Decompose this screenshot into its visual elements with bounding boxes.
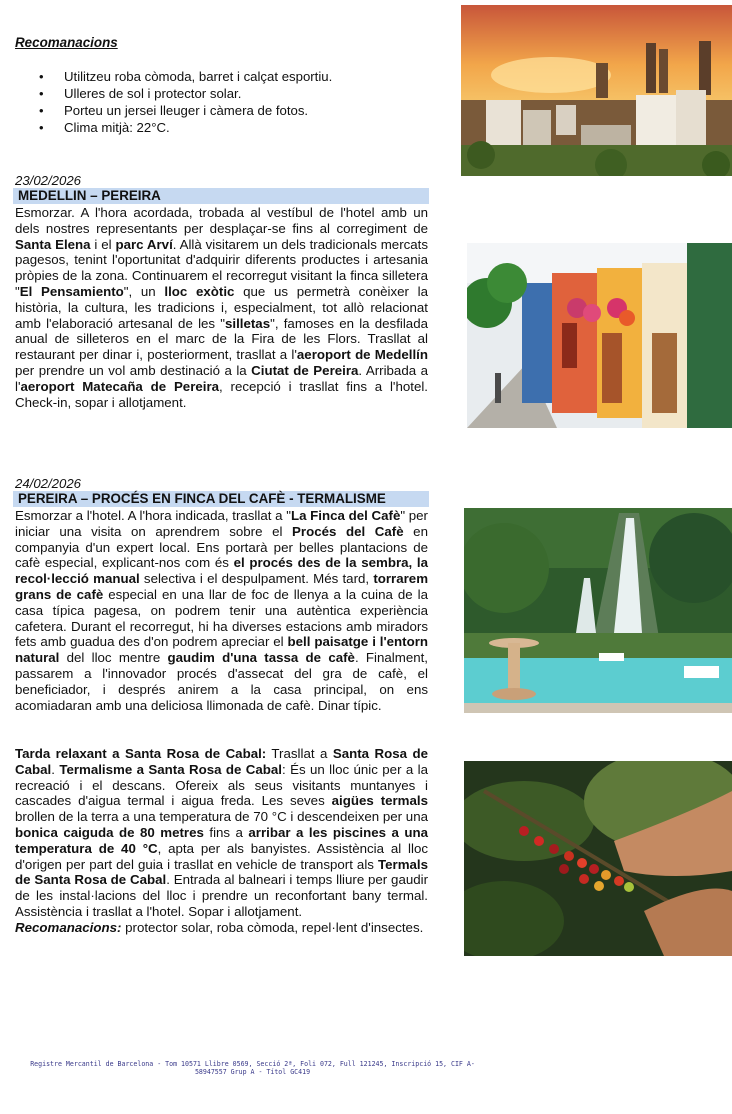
day2-date: 24/02/2026 [15,476,82,491]
day2-paragraph-1: Esmorzar a l'hotel. A l'hora indicada, trasllat a "La Finca del Cafè" per iniciar una visita on aprendrem sobre el Procés del Cafè en companyia d'un expert local. Ens portarà per belles plantacions de cafè especial, explicant-nos com és el procés des de la sembra, la recol·lecció manual selectiva i el despulpament. Més tard, torrarem grans de cafè especial en una llar de foc de llenya a la cuina de la casa típica pagesa, on podrem tenir una autèntica experiència cafetera. Durant el recorregut, hi ha diverses estacions amb miradors fets amb guadua des d'on podrem apreciar el bell paisatge i l'entorn natural del lloc mentre gaudim d'una tassa de cafè. Finalment, passarem a l'innovador procés d'assecat del gra de cafè, el beneficiador, i després anirem a la casa principal, on ens acomiadaran amb una deliciosa llimonada de cafè. Dinar típic. [15,508,429,713]
city-skyline-photo [461,5,732,176]
day1-paragraph: Esmorzar. A l'hora acordada, trobada al vestíbul de l'hotel amb un dels nostres representants per desplaçar-se fins al corregiment de Santa Elena i el parc Arví. Allà visitarem un dels tradicionals mercats pagesos, tenint l'oportunitat d'adquirir diferents productes i artesania pròpies de la zona. Continuarem el recorregut visitant la finca silletera "El Pensamiento", un lloc exòtic que us permetrà conèixer la història, la cultura, les tradicions i, especialment, tot allò relacionat amb l'elaboració artesanal de les "silletas", famoses en la desfilada anual de silleteros en el marc de la Fira de les Flors. Trasllat al restaurant per dinar i, posteriorment, trasllat a l'aeroport de Medellín per prendre un vol amb destinació a la Ciutat de Pereira. Arribada a l'aeroport Matecaña de Pereira, recepció i trasllat fins a l'hotel. Check-in, sopar i allotjament. [15,205,429,410]
day1-title: MEDELLIN – PEREIRA [18,188,161,203]
day1-title-band [13,188,429,204]
list-item: • Clima mitjà: 22°C. [15,119,435,136]
colorful-street-photo [467,243,732,428]
list-item: • Utilitzeu roba còmoda, barret i calçat esportiu. [15,68,435,85]
day2-title-band [13,491,429,507]
day1-date: 23/02/2026 [15,173,82,188]
coffee-harvest-photo [464,761,732,956]
day2-paragraph-2: Tarda relaxant a Santa Rosa de Cabal: Trasllat a Santa Rosa de Cabal. Termalisme a Santa Rosa de Cabal: És un lloc únic per a la recreació i el descans. Ofereix als seus visitants muntanyes i cascades d'aigua termal i aigua freda. Les seves aigües termals brollen de la terra a una temperatura de 70 °C i descendeixen per una bonica caiguda de 80 metres fins a arribar a les piscines a una temperatura de 40 °C, apta per als banyistes. Assistència al lloc d'origen per part del guia i trasllat en vehicle de transport als Termals de Santa Rosa de Cabal. Entrada al balneari i temps lliure per gaudir de les instal·lacions del lloc i prendre un reconfortant bany termal. Assistència i trasllat a l'hotel. Sopar i allotjament. Recomanacions: protector solar, roba còmoda, repel·lent d'insectes. [15,746,429,935]
waterfall-hot-springs-photo [464,508,732,713]
footer-legal-text: Registre Mercantil de Barcelona - Tom 10571 Llibre 0569, Secció 2ª, Foli 072, Full 121245, Inscripció 15, CIF A-58947557 Grup A - Títol GC419 [30,1060,475,1076]
list-item: • Porteu un jersei lleuger i càmera de fotos. [15,102,435,119]
recommendations-title: Recomanacions [15,35,118,50]
recommendations-list [15,68,435,136]
list-item: • Ulleres de sol i protector solar. [15,85,435,102]
day2-title: PEREIRA – PROCÉS EN FINCA DEL CAFÈ - TERMALISME [18,491,386,506]
